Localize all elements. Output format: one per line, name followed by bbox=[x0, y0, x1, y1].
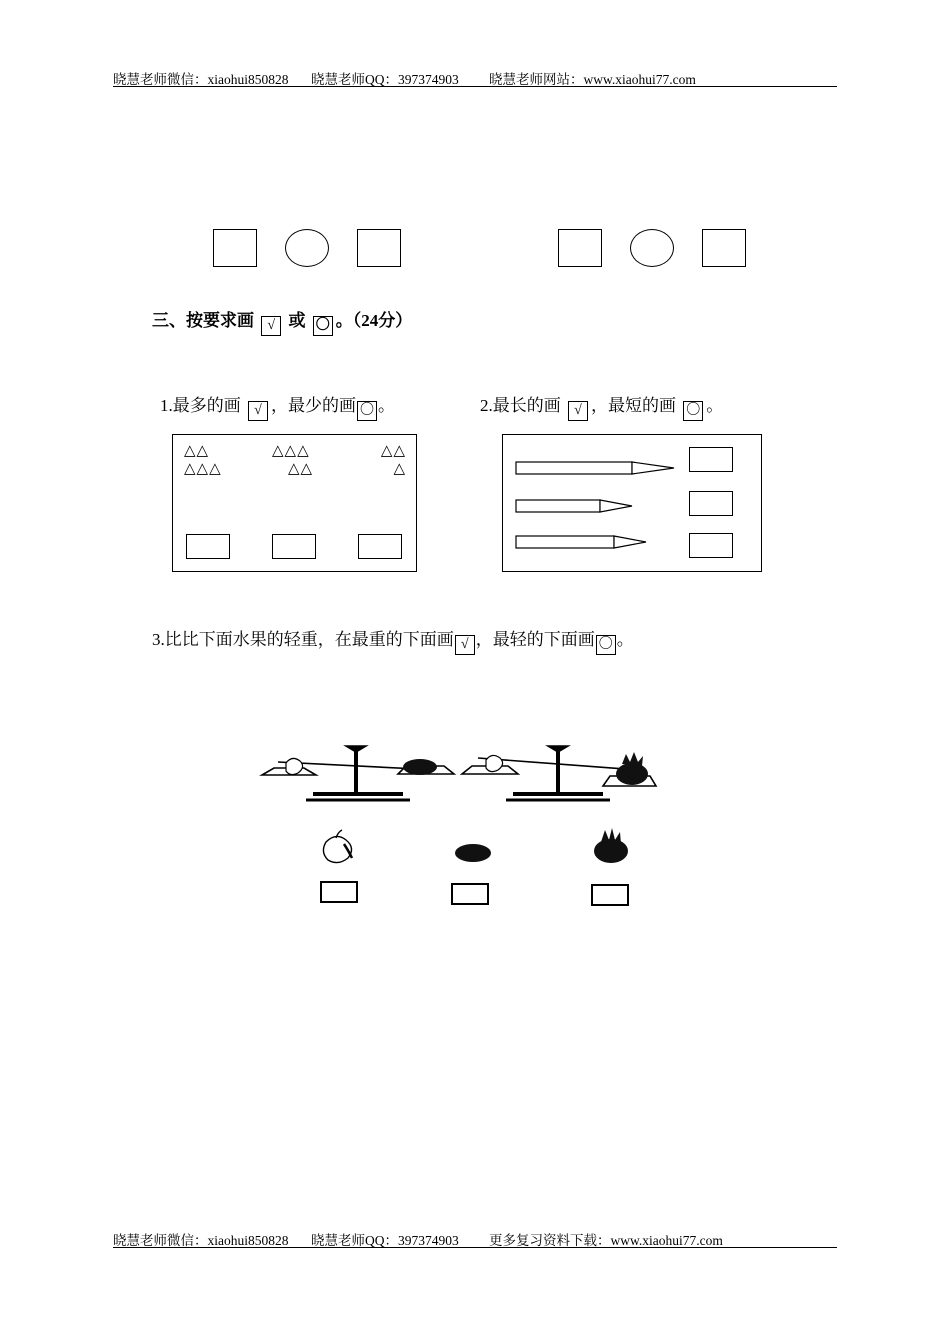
section-3-or: 或 bbox=[288, 311, 306, 330]
q3-text-b: ，最轻的下面画 bbox=[475, 630, 595, 649]
header-site: 晓慧老师网站：www.xiaohui77.com bbox=[489, 72, 696, 87]
q2-text-c: 。 bbox=[706, 396, 724, 415]
q3-check-symbol: √ bbox=[455, 635, 475, 655]
footer-rule bbox=[113, 1247, 837, 1248]
q3-text-a: 比比下面水果的轻重，在最重的下面画 bbox=[164, 630, 454, 649]
q1-text-a: 最多的画 bbox=[172, 396, 241, 415]
q3-text-c: 。 bbox=[616, 630, 634, 649]
q1-answer-box-3[interactable] bbox=[358, 534, 402, 559]
q3-answer-box-apple[interactable] bbox=[320, 881, 358, 903]
triangle-row: △△ bbox=[288, 461, 314, 477]
section-3-title-prefix: 三、按要求画 bbox=[152, 311, 254, 330]
answer-box-3[interactable] bbox=[558, 229, 602, 267]
answer-circle-1[interactable] bbox=[285, 229, 329, 267]
header-rule bbox=[113, 86, 837, 87]
check-symbol-box: √ bbox=[261, 316, 281, 336]
q2-answer-box-3[interactable] bbox=[689, 533, 733, 558]
section-3-heading bbox=[152, 306, 412, 336]
answer-box-4[interactable] bbox=[702, 229, 746, 267]
answer-box-2[interactable] bbox=[357, 229, 401, 267]
q3-balance-scales bbox=[258, 740, 658, 810]
header-wechat: 晓慧老师微信：xiaohui850828 bbox=[113, 72, 289, 87]
q2-circle-symbol: 〇 bbox=[683, 401, 703, 421]
q1-triangle-group-3 bbox=[372, 442, 406, 478]
q1-triangle-group-1 bbox=[184, 442, 222, 478]
answer-box-1[interactable] bbox=[213, 229, 257, 267]
pineapple-icon bbox=[591, 826, 631, 866]
pencil-icon bbox=[516, 536, 646, 548]
q2-answer-box-2[interactable] bbox=[689, 491, 733, 516]
circle-symbol-box: 〇 bbox=[313, 316, 333, 336]
section-3-title-suffix: 。（24分） bbox=[335, 311, 413, 330]
q2-answer-box-1[interactable] bbox=[689, 447, 733, 472]
footer-download: 更多复习资料下载：www.xiaohui77.com bbox=[489, 1233, 723, 1248]
q3-number: 3. bbox=[152, 630, 165, 649]
q3-answer-box-plum[interactable] bbox=[451, 883, 489, 905]
q1-circle-symbol: 〇 bbox=[357, 401, 377, 421]
q1-text-c: 。 bbox=[378, 396, 395, 415]
pencil-icon bbox=[516, 462, 674, 474]
triangle-row: △△△ bbox=[184, 461, 222, 477]
triangle-row: △△△ bbox=[272, 443, 310, 459]
pencil-icon bbox=[516, 500, 632, 512]
header-qq: 晓慧老师QQ：397374903 bbox=[311, 72, 459, 87]
q1-number: 1. bbox=[160, 396, 173, 415]
footer-wechat: 晓慧老师微信：xiaohui850828 bbox=[113, 1233, 289, 1248]
triangle-row: △△ bbox=[380, 443, 406, 459]
q2-number: 2. bbox=[480, 396, 493, 415]
q1-triangle-group-2 bbox=[272, 442, 313, 478]
q3-prompt bbox=[152, 625, 634, 655]
q1-answer-box-2[interactable] bbox=[272, 534, 316, 559]
q3-circle-symbol: 〇 bbox=[596, 635, 616, 655]
q1-prompt bbox=[160, 391, 395, 421]
q2-text-b: ，最短的画 bbox=[591, 396, 676, 415]
q2-prompt bbox=[480, 391, 723, 421]
q1-text-b: ，最少的画 bbox=[271, 396, 356, 415]
footer-qq: 晓慧老师QQ：397374903 bbox=[311, 1233, 459, 1248]
plum-on-scale-icon bbox=[403, 759, 437, 775]
plum-icon bbox=[453, 841, 493, 865]
answer-circle-2[interactable] bbox=[630, 229, 674, 267]
q1-answer-box-1[interactable] bbox=[186, 534, 230, 559]
q2-text-a: 最长的画 bbox=[492, 396, 561, 415]
q2-check-symbol: √ bbox=[568, 401, 588, 421]
q3-answer-box-pineapple[interactable] bbox=[591, 884, 629, 906]
q1-check-symbol: √ bbox=[248, 401, 268, 421]
apple-icon bbox=[318, 828, 358, 864]
triangle-row: △△ bbox=[184, 443, 210, 459]
pineapple-on-scale-icon bbox=[616, 752, 648, 785]
triangle-row: △ bbox=[393, 461, 406, 477]
